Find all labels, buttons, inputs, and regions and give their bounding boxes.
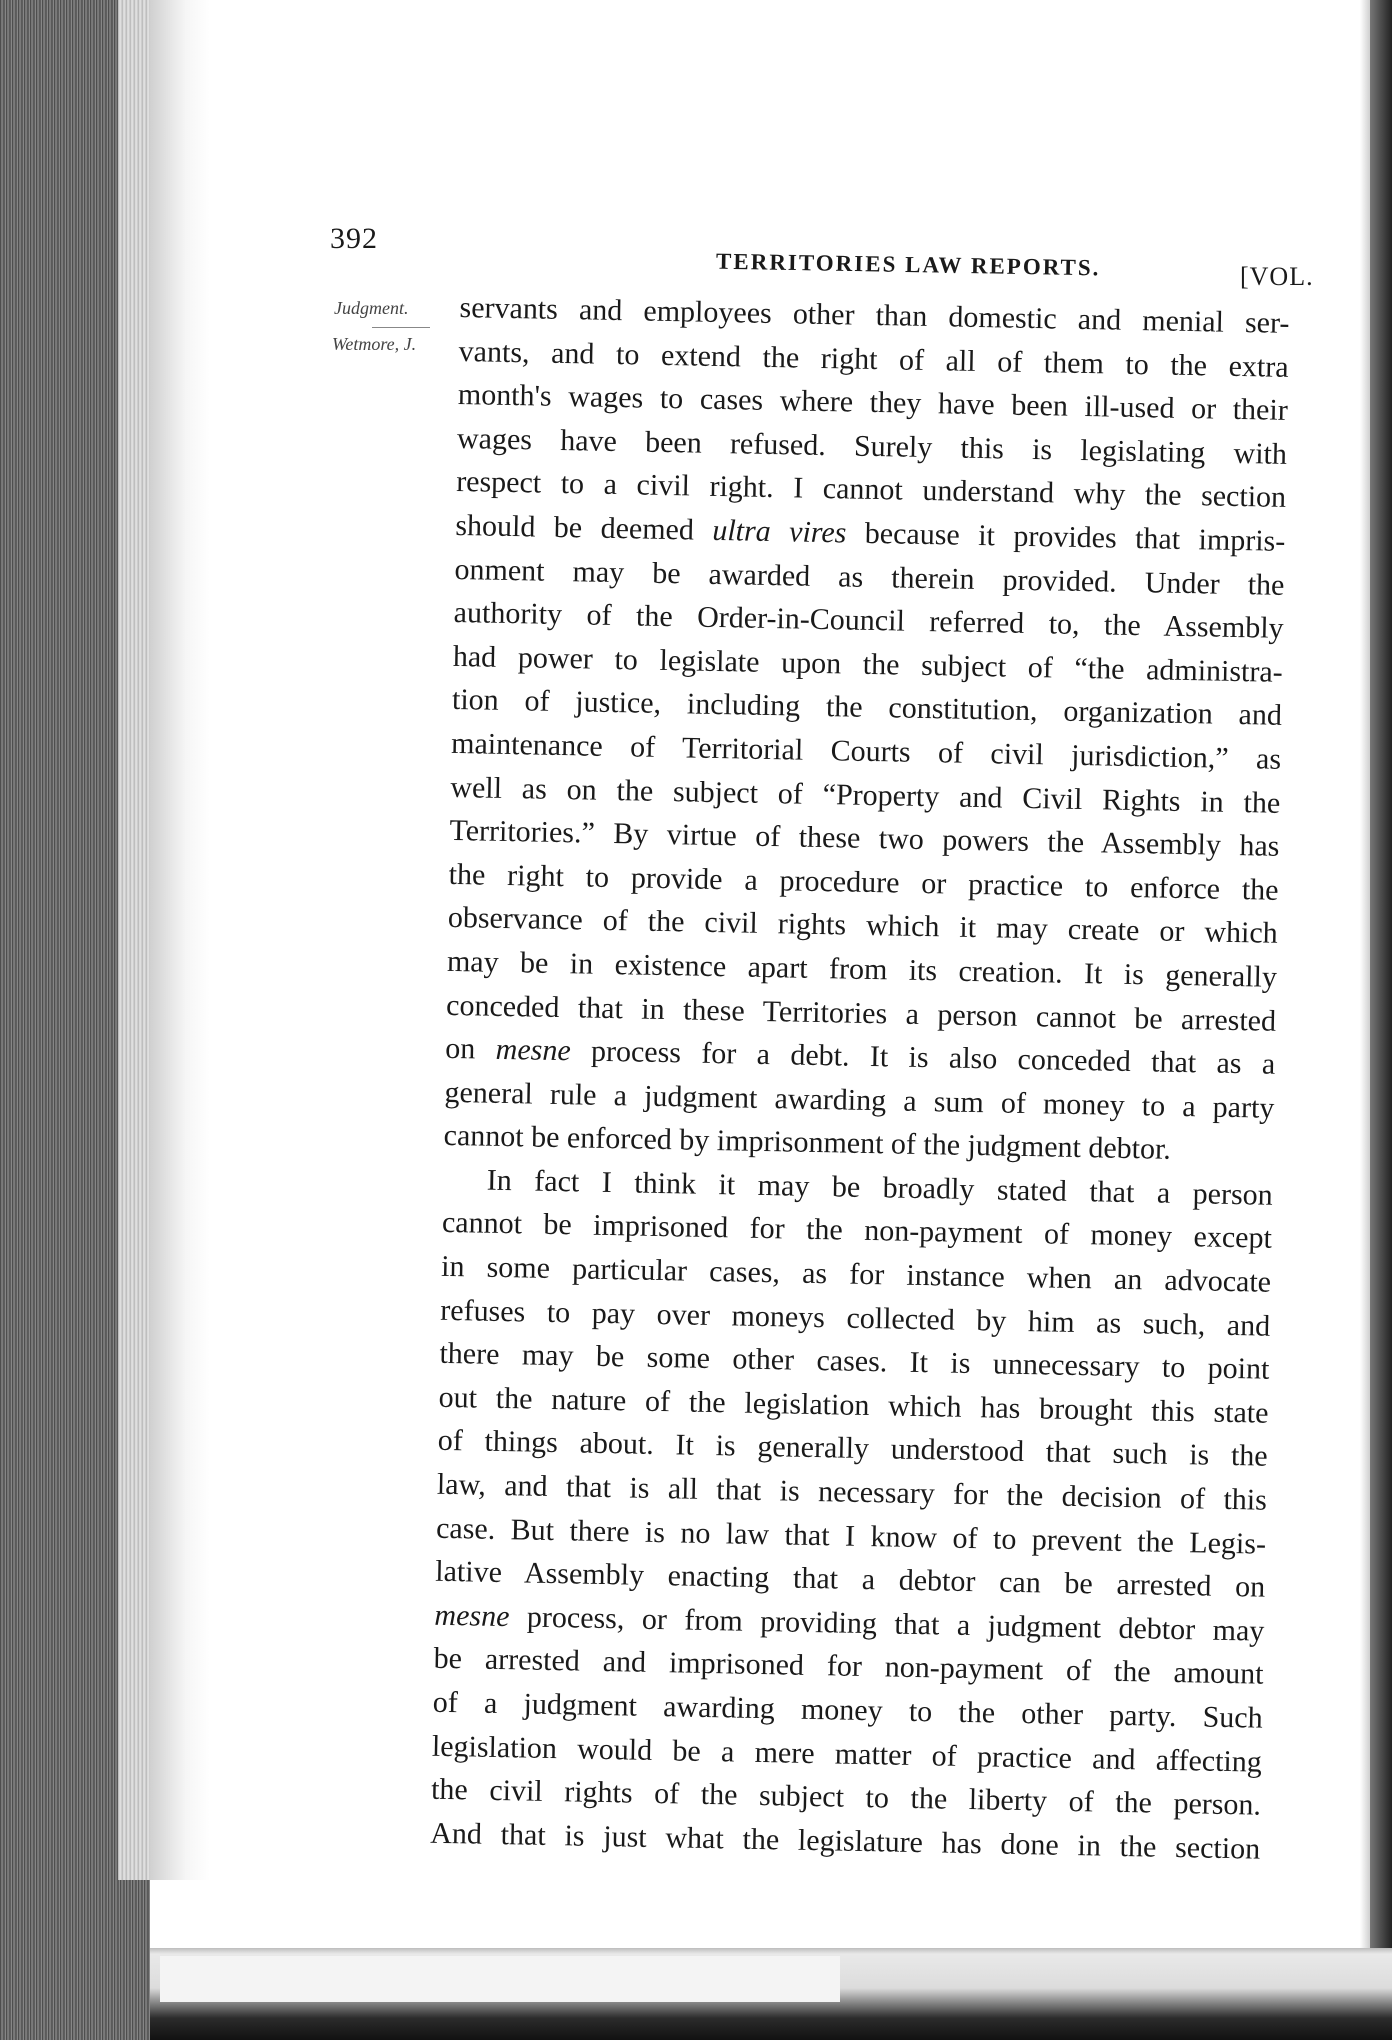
bottom-edge [150, 1948, 1392, 2040]
paragraph-1 [443, 286, 1290, 1174]
text-line: there may be some other cases. It is unnecessary to point [439, 1337, 1270, 1386]
margin-rule [372, 327, 430, 328]
text-line: the civil rights of the subject to the liberty of the person. [430, 1772, 1262, 1822]
text-line: law, and that is all that is necessary for the decision of this [436, 1467, 1268, 1517]
page-number: 392 [330, 222, 378, 255]
right-shadow [1360, 0, 1370, 2040]
volume-label: [VOL. [1240, 262, 1314, 291]
bottom-sheet [160, 1956, 840, 2002]
text-line: cannot be imprisoned for the non-payment of money except [441, 1206, 1273, 1256]
margin-note-judge: Wetmore, J. [332, 334, 417, 354]
text-line: of a judgment awarding money to the other party. Such [432, 1685, 1263, 1735]
text-line: of things about. It is generally understood that such is the [437, 1424, 1268, 1474]
text-line: had power to legislate upon the subject of “the administra- [452, 639, 1284, 689]
running-head: TERRITORIES LAW REPORTS. [715, 248, 1101, 281]
paragraph-2 [430, 1158, 1273, 1871]
text-line: should be deemed ultra vires because it provides that impris- [455, 508, 1286, 558]
text-line: maintenance of Territorial Courts of civil jurisdiction,” as [450, 726, 1282, 776]
text-line: Territories.” By virtue of these two powers the Assembly has [449, 814, 1280, 863]
text-line: lative Assembly enacting that a debtor can be arrested on [435, 1554, 1266, 1604]
margin-notes [332, 290, 416, 362]
text-line: In fact I think it may be broadly stated that a person [486, 1163, 1274, 1212]
text-line: servants and employees other than domestic and menial ser- [459, 290, 1290, 340]
text-line: the right to provide a procedure or practice to enforce the [448, 857, 1279, 907]
text-line: may be in existence apart from its creation. It is generally [446, 944, 1278, 994]
right-edge [1370, 0, 1392, 2040]
book-gutter [150, 0, 210, 1880]
text-line: mesne process, or from providing that a judgment debtor may [434, 1598, 1265, 1648]
text-line: vants, and to extend the right of all of them to the extra [458, 334, 1289, 384]
text-line: refuses to pay over moneys collected by him as such, and [440, 1293, 1271, 1343]
text-line: on mesne process for a debt. It is also conceded that as a [445, 1031, 1276, 1081]
text-line: out the nature of the legislation which has brought this state [438, 1380, 1269, 1430]
italic-term: mesne [495, 1032, 572, 1068]
italic-term: mesne [434, 1598, 510, 1634]
text-line: cannot be enforced by imprisonment of the judgment debtor. [443, 1119, 1172, 1167]
body-text [430, 286, 1290, 1871]
book-page-edges [0, 0, 150, 2040]
text-line: case. But there is no law that I know of to prevent the Legis- [435, 1511, 1267, 1561]
text-line: general rule a judgment awarding a sum of money to a party [444, 1075, 1275, 1125]
text-line: onment may be awarded as therein provided. Under the [454, 552, 1285, 602]
text-line: observance of the civil rights which it may create or which [447, 901, 1279, 951]
text-line: be arrested and imprisoned for non-payment of the amount [433, 1642, 1264, 1692]
text-line: wages have been refused. Surely this is legislating with [456, 421, 1288, 471]
text-line: legislation would be a mere matter of practice and affecting [431, 1729, 1263, 1779]
text-line: And that is just what the legislature has done in the section [429, 1816, 1261, 1866]
text-line: conceded that in these Territories a person cannot be arrested [445, 988, 1277, 1038]
text-line: month's wages to cases where they have been ill-used or their [457, 378, 1289, 428]
text-line: well as on the subject of “Property and Civil Rights in the [450, 770, 1281, 820]
italic-term: ultra vires [712, 513, 847, 550]
text-line: in some particular cases, as for instance when an advocate [440, 1249, 1272, 1299]
text-line: respect to a civil right. I cannot understand why the section [455, 465, 1287, 515]
text-line: tion of justice, including the constitution, organization and [451, 683, 1283, 733]
margin-note-judgment: Judgment. [334, 298, 409, 318]
text-line: authority of the Order-in-Council referred to, the Assembly [453, 596, 1284, 646]
